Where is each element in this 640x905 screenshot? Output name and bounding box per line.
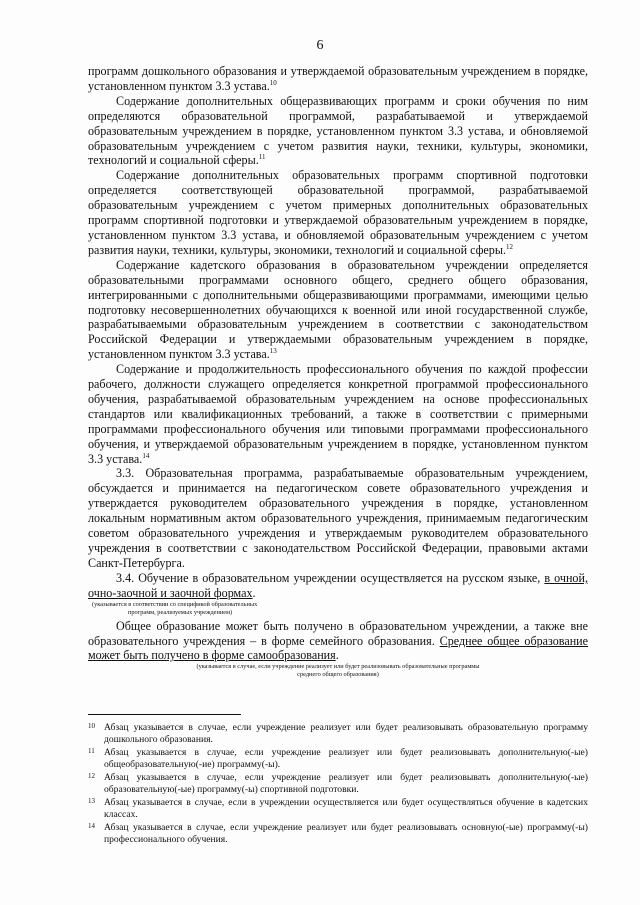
- paragraph-preschool: программ дошкольного образования и утверждаемой образовательным учреждением в порядке, установленном пунктом 3.3 устава.$^{10}$: [88, 64, 588, 93]
- footnote-10: 10 Абзац указывается в случае, если учреждение реализует или будет реализовывать образовательную программу дошкольного образования.: [88, 722, 588, 745]
- document-body: [88, 64, 588, 679]
- self-education-clause: Среднее общее образование может быть получено в форме самообразования: [88, 633, 589, 663]
- footnote-ref-10: 10: [269, 78, 277, 87]
- footnote-12: 12 Абзац указывается в случае, если учреждение реализует или будет реализовывать дополнительную(-ые) образовательную(-ые) программу(-ы) спортивной подготовки.: [88, 772, 588, 795]
- footnote-14: 14 Абзац указывается в случае, если учреждение реализует или будет реализовывать основную(-ые) программу(-ы) профессионального обучения.: [88, 822, 588, 845]
- footnote-ref-12: 12: [506, 242, 513, 251]
- note-forms-line2: программ, реализуемых учреждением): [128, 608, 233, 616]
- footnote-13: 13 Абзац указывается в случае, если в учреждении осуществляется или будет осуществляться обучение в кадетских классах.: [88, 797, 588, 820]
- paragraph-section-3-3: 3.3. Образовательная программа, разрабатываемые образовательным учреждением, обсуждается и принимается на педагогическом совете образовательного учреждения и утверждается руководителем образовательного учреждения в порядке, установленном локальным нормативным актом образовательного учреждения, принимаемым педагогическим советом образовательного учреждения и утверждаемым руководителем образовательного учреждения в соответствии с законодательством Российской Федерации, правовыми актами Санкт-Петербурга.: [88, 466, 588, 570]
- footnote-ref-14: 14: [142, 451, 150, 460]
- paragraph-general-development: Содержание дополнительных общеразвивающих программ и сроки обучения по ним определяются образовательной программой, разрабатываемой и утверждаемой образовательным учреждением в порядке, установленном пунктом 3.3 устава, и обновляемой образовательным учреждением с учетом развития науки, техники, культуры, экономики, технологий и социальной сферы.$^{11}$: [88, 93, 588, 168]
- paragraph-vocational-training: Содержание и продолжительность профессионального обучения по каждой профессии рабочего, должности служащего определяется конкретной программой профессионального обучения, разрабатываемой образовательным учреждением на основе профессиональных стандартов или квалификационных требований, а также в соответствии с примерными программами профессионального обучения или типовыми программами профессионального обучения, и утверждаемой образовательным учреждением в порядке, установленном пунктом 3.3 устава.$^{14}$: [88, 362, 588, 466]
- footnotes: [88, 722, 588, 847]
- note-self-education-line2: среднего общего образования): [297, 671, 379, 679]
- footnote-ref-11: 11: [258, 153, 266, 162]
- footnote-ref-13: 13: [269, 347, 277, 356]
- note-forms-line1: (указывается в соответствии со спецификой образовательных: [92, 600, 258, 608]
- paragraph-general-education: Общее образование может быть получено в образовательном учреждении, а также вне образовательного учреждения – в форме семейного образования. Среднее общее образование может быть получено в форме самообразования.: [88, 618, 589, 663]
- education-forms: в очной, очно-заочной и заочной формах: [88, 570, 588, 600]
- page-number: 6: [316, 38, 324, 53]
- paragraph-cadet-education: Содержание кадетского образования в образовательном учреждении определяется образовательными программами основного общего, среднего общего образования, интегрированными с дополнительными общеразвивающими программами, имеющими целью подготовку несовершеннолетних обучающихся к военной или иной государственной службе, разрабатываемыми образовательным учреждением в соответствии с законодательством Российской Федерации и утверждаемыми образовательным учреждением в порядке, установленном пунктом 3.3 устава.$^{13}$: [88, 257, 588, 362]
- paragraph-sports-training: Содержание дополнительных образовательных программ спортивной подготовки определяется соответствующей образовательной программой, разрабатываемой образовательным учреждением с учетом примерных дополнительных образовательных программ спортивной подготовки и утверждаемой образовательным учреждением в порядке, установленном пунктом 3.3 устава, и обновляемой образовательным учреждением с учетом развития науки, техники, культуры, экономики, технологий и социальной сферы.$^{12}$: [88, 168, 588, 257]
- footnote-separator: [88, 714, 241, 715]
- note-self-education-line1: (указывается в случае, если учреждение реализует или будет реализовывать образовательные программы: [196, 663, 480, 671]
- paragraph-section-3-4: 3.4. Обучение в образовательном учреждении осуществляется на русском языке, в очной, очно-заочной и заочной формах.: [88, 570, 588, 600]
- footnote-11: 11 Абзац указывается в случае, если учреждение реализует или будет реализовывать дополнительную(-ые) общеобразовательную(-ие) программу(-ы).: [88, 747, 588, 770]
